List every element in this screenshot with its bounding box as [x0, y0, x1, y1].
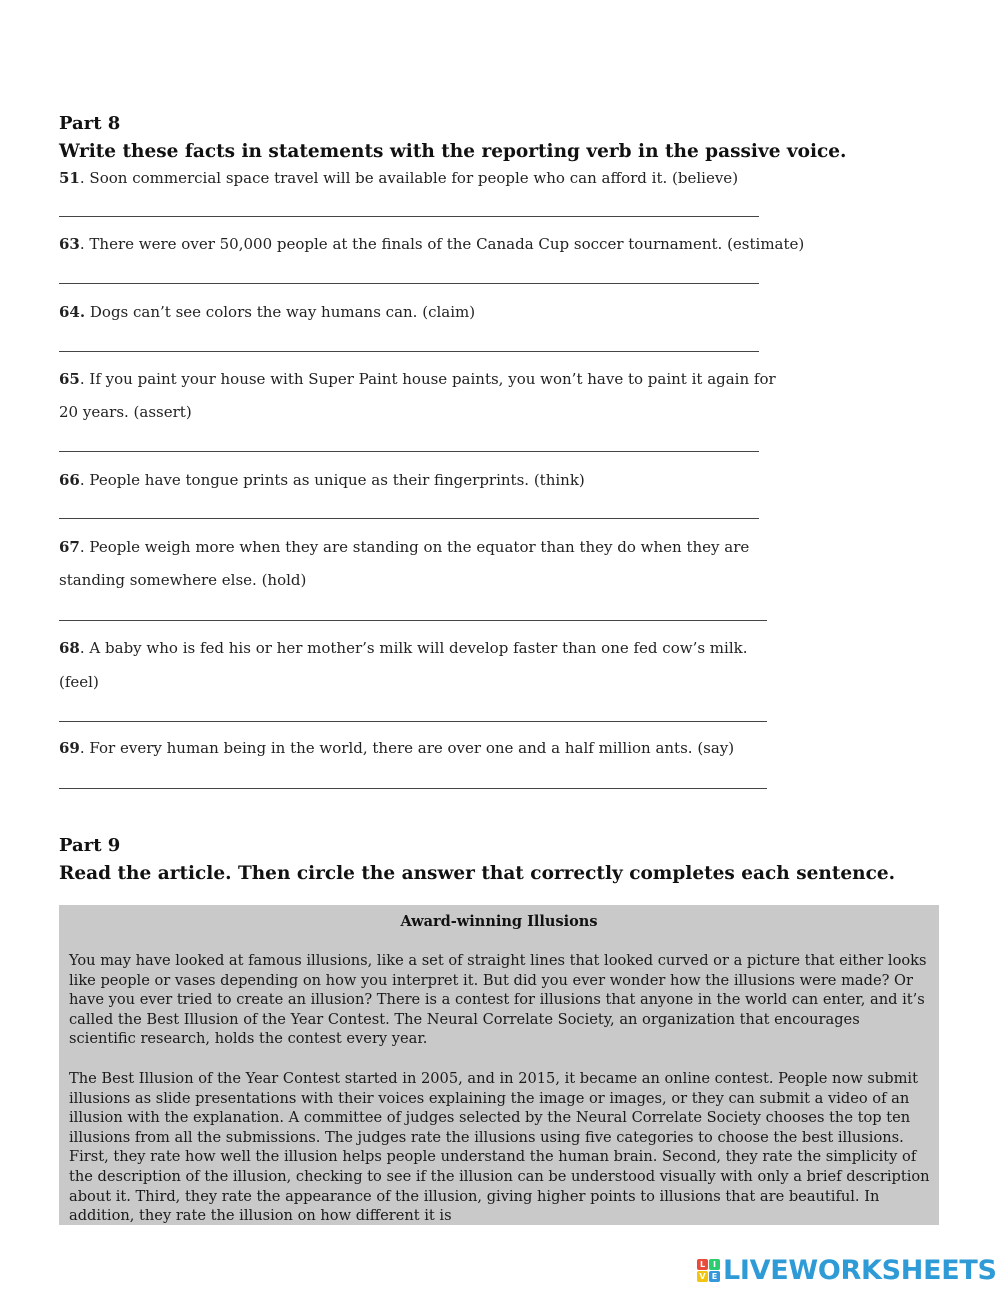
question-text: If you paint your house with Super Paint house paints, you won’t have to paint it again for [89, 370, 776, 388]
logo-letter: E [709, 1271, 720, 1282]
logo-text: LIVEWORKSHEETS [723, 1254, 997, 1286]
question-text: A baby who is fed his or her mother’s milk will develop faster than one fed cow’s milk. [89, 639, 748, 657]
logo-letter: I [709, 1259, 720, 1270]
article-paragraph-1: You may have looked at famous illusions, like a set of straight lines that looked curved or a picture that either looks like people or vases depending on how you interpret it. But did you ever wonder how the illusions were made? Or have you ever tried to create an illusion? There is a contest for illusions that anyone in the world can enter, and it’s called the Best Illusion of the Year Contest. The Neural Correlate Society, an organization that encourages scientific research, holds the contest every year. [69, 952, 927, 1048]
answer-line-51[interactable] [59, 216, 759, 217]
answer-line-69[interactable] [59, 788, 767, 789]
question-number: 65 [59, 370, 80, 388]
question-number: 67 [59, 538, 80, 556]
question-number: 68 [59, 639, 80, 657]
question-text: Soon commercial space travel will be available for people who can afford it. (believe) [89, 169, 739, 187]
question-51: 51. Soon commercial space travel will be available for people who can afford it. (believe) [59, 169, 739, 187]
part-8-instruction: Write these facts in statements with the reporting verb in the passive voice. [59, 141, 847, 162]
question-text: For every human being in the world, there are over one and a half million ants. (say) [89, 739, 735, 757]
question-64 [59, 303, 475, 321]
part-9-instruction: Read the article. Then circle the answer that correctly completes each sentence. [59, 863, 896, 884]
answer-line-64[interactable] [59, 351, 759, 352]
part-8-title: Part 8 [59, 113, 121, 134]
question-69: 69. For every human being in the world, there are over one and a half million ants. (say) [59, 739, 735, 757]
answer-line-67[interactable] [59, 620, 767, 621]
logo-letter: L [697, 1259, 708, 1270]
question-number: 64. [59, 303, 86, 321]
question-65: 65. If you paint your house with Super Paint house paints, you won’t have to paint it again for [59, 370, 776, 388]
part-9-title: Part 9 [59, 835, 121, 856]
article-box [59, 905, 939, 1225]
logo-letter: V [697, 1271, 708, 1282]
question-number: 66 [59, 471, 80, 489]
question-number: 69 [59, 739, 80, 757]
question-63: 63. There were over 50,000 people at the finals of the Canada Cup soccer tournament. (estimate) [59, 235, 805, 253]
article-title: Award-winning Illusions [400, 913, 598, 930]
question-68-continued: (feel) [59, 673, 99, 691]
question-67-continued: standing somewhere else. (hold) [59, 571, 307, 589]
question-67: 67. People weigh more when they are standing on the equator than they do when they are [59, 538, 750, 556]
question-number: 51 [59, 169, 80, 187]
article-paragraph-2: The Best Illusion of the Year Contest started in 2005, and in 2015, it became an online contest. People now submit illusions as slide presentations with their voices explaining the image or images, or they can submit a video of an illusion with the explanation. A committee of judges selected by the Neural Correlate Society chooses the top ten illusions from all the submissions. The judges rate the illusions using five categories to choose the best illusions. First, they rate how well the illusion helps people understand the human brain. Second, they rate the simplicity of the description of the illusion, checking to see if the illusion can be understood visually with only a brief description about it. Third, they rate the appearance of the illusion, giving higher points to illusions that are beautiful. In addition, they rate the illusion on how different it is [69, 1070, 930, 1225]
question-number: 63 [59, 235, 80, 253]
liveworksheets-logo[interactable] [697, 1252, 997, 1288]
question-text: There were over 50,000 people at the finals of the Canada Cup soccer tournament. (estimate) [89, 235, 805, 253]
answer-line-66[interactable] [59, 518, 759, 519]
question-text: Dogs can’t see colors the way humans can. (claim) [89, 303, 476, 321]
answer-line-68[interactable] [59, 721, 767, 722]
answer-line-65[interactable] [59, 451, 759, 452]
question-65-continued: 20 years. (assert) [59, 403, 192, 421]
question-text: People have tongue prints as unique as their fingerprints. (think) [89, 471, 585, 489]
answer-line-63[interactable] [59, 283, 759, 284]
question-text: People weigh more when they are standing on the equator than they do when they are [89, 538, 750, 556]
question-68: 68. A baby who is fed his or her mother’s milk will develop faster than one fed cow’s milk. [59, 639, 748, 657]
logo-mark-icon [697, 1259, 720, 1282]
question-66: 66. People have tongue prints as unique as their fingerprints. (think) [59, 471, 585, 489]
